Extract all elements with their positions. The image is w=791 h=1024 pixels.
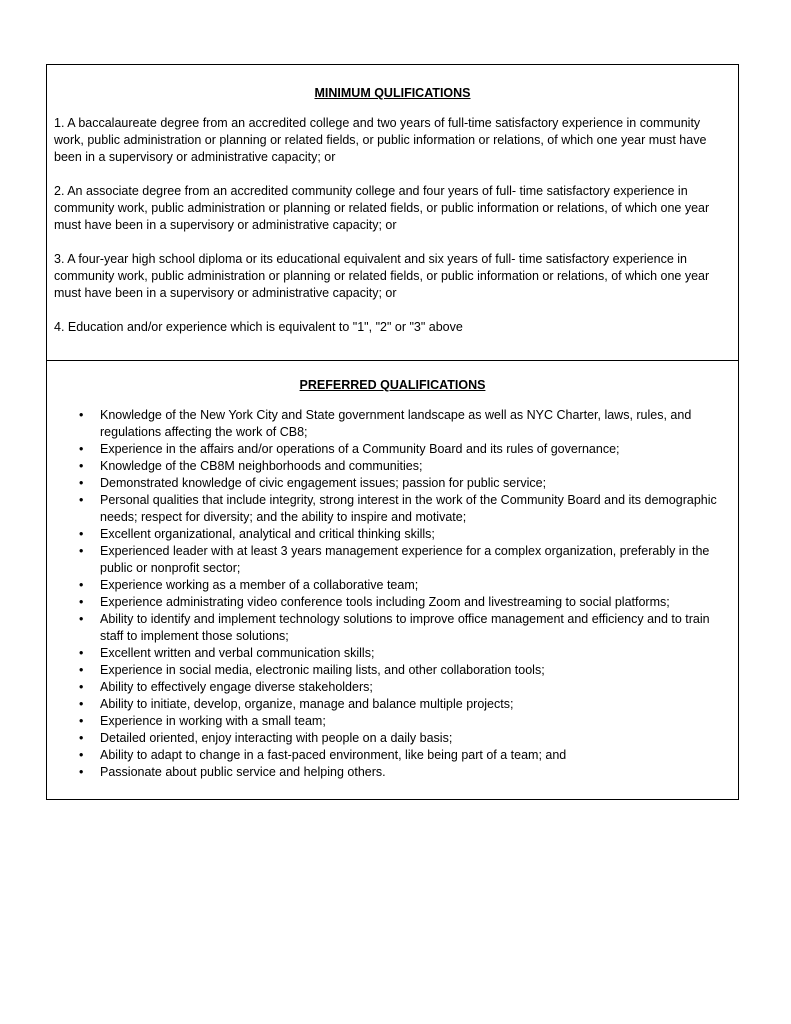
bullet-icon: • [79, 408, 84, 422]
preferred-qualifications-list [54, 407, 731, 781]
minimum-qualification-item: 2. An associate degree from an accredited community college and four years of full- time satisfactory experience in community work, public administration or planning or related fields, or public information or relations, of which one year must have been in a supervisory or administrative capacity; or [54, 184, 710, 232]
list-item-text: Passionate about public service and helping others. [100, 765, 386, 779]
list-item-text: Experience in working with a small team; [100, 714, 326, 728]
list-item [54, 577, 731, 594]
list-item [54, 611, 731, 645]
list-item-text: Detailed oriented, enjoy interacting with people on a daily basis; [100, 731, 453, 745]
bullet-icon: • [79, 663, 84, 677]
bullet-icon: • [79, 680, 84, 694]
list-item-text: Experience in the affairs and/or operations of a Community Board and its rules of governance; [100, 442, 620, 456]
bullet-icon: • [79, 714, 84, 728]
bullet-icon: • [79, 476, 84, 490]
list-item [54, 713, 731, 730]
bullet-icon: • [79, 765, 84, 779]
preferred-qualifications-heading: PREFERRED QUALIFICATIONS [299, 378, 486, 392]
minimum-qualification-item: 3. A four-year high school diploma or its educational equivalent and six years of full- time satisfactory experience in community work, public administration or planning or related fields, or public information or relations, of which one year must have been in a supervisory or administrative capacity; or [54, 252, 710, 300]
list-item [54, 645, 731, 662]
list-item-text: Ability to effectively engage diverse stakeholders; [100, 680, 373, 694]
preferred-qualifications-section [47, 361, 738, 799]
list-item [54, 441, 731, 458]
list-item-text: Knowledge of the New York City and State government landscape as well as NYC Charter, laws, rules, and regulations affecting the work of CB8; [100, 408, 692, 439]
list-item-text: Ability to identify and implement technology solutions to improve office management and efficiency and to train staff to implement those solutions; [100, 612, 710, 643]
list-item-text: Excellent written and verbal communication skills; [100, 646, 375, 660]
bullet-icon: • [79, 748, 84, 762]
qualifications-table [46, 64, 739, 800]
list-item-text: Experience working as a member of a collaborative team; [100, 578, 419, 592]
list-item [54, 475, 731, 492]
bullet-icon: • [79, 544, 84, 558]
bullet-icon: • [79, 731, 84, 745]
bullet-icon: • [79, 442, 84, 456]
bullet-icon: • [79, 459, 84, 473]
list-item [54, 526, 731, 543]
list-item [54, 764, 731, 781]
list-item [54, 458, 731, 475]
list-item-text: Experience in social media, electronic mailing lists, and other collaboration tools; [100, 663, 545, 677]
list-item-text: Demonstrated knowledge of civic engagement issues; passion for public service; [100, 476, 547, 490]
list-item [54, 662, 731, 679]
bullet-icon: • [79, 595, 84, 609]
list-item-text: Ability to initiate, develop, organize, manage and balance multiple projects; [100, 697, 514, 711]
list-item [54, 543, 731, 577]
bullet-icon: • [79, 527, 84, 541]
bullet-icon: • [79, 493, 84, 507]
bullet-icon: • [79, 697, 84, 711]
minimum-qualification-item: 4. Education and/or experience which is equivalent to "1", "2" or "3" above [54, 320, 463, 334]
list-item-text: Experience administrating video conference tools including Zoom and livestreaming to social platforms; [100, 595, 670, 609]
bullet-icon: • [79, 646, 84, 660]
list-item [54, 679, 731, 696]
list-item-text: Ability to adapt to change in a fast-paced environment, like being part of a team; and [100, 748, 567, 762]
list-item-text: Excellent organizational, analytical and critical thinking skills; [100, 527, 435, 541]
list-item [54, 594, 731, 611]
list-item [54, 407, 731, 441]
bullet-icon: • [79, 612, 84, 626]
list-item-text: Experienced leader with at least 3 years management experience for a complex organization, preferably in the public or nonprofit sector; [100, 544, 710, 575]
list-item [54, 492, 731, 526]
list-item [54, 747, 731, 764]
bullet-icon: • [79, 578, 84, 592]
list-item-text: Knowledge of the CB8M neighborhoods and communities; [100, 459, 423, 473]
minimum-qualifications-heading: MINIMUM QULIFICATIONS [314, 86, 471, 100]
minimum-qualification-item: 1. A baccalaureate degree from an accredited college and two years of full-time satisfactory experience in community work, public administration or planning or related fields, or public information or relations, of which one year must have been in a supervisory or administrative capacity; or [54, 116, 707, 164]
minimum-qualifications-section [47, 65, 738, 361]
list-item [54, 730, 731, 747]
list-item-text: Personal qualities that include integrity, strong interest in the work of the Community Board and its demographic needs; respect for diversity; and the ability to inspire and motivate; [100, 493, 717, 524]
list-item [54, 696, 731, 713]
